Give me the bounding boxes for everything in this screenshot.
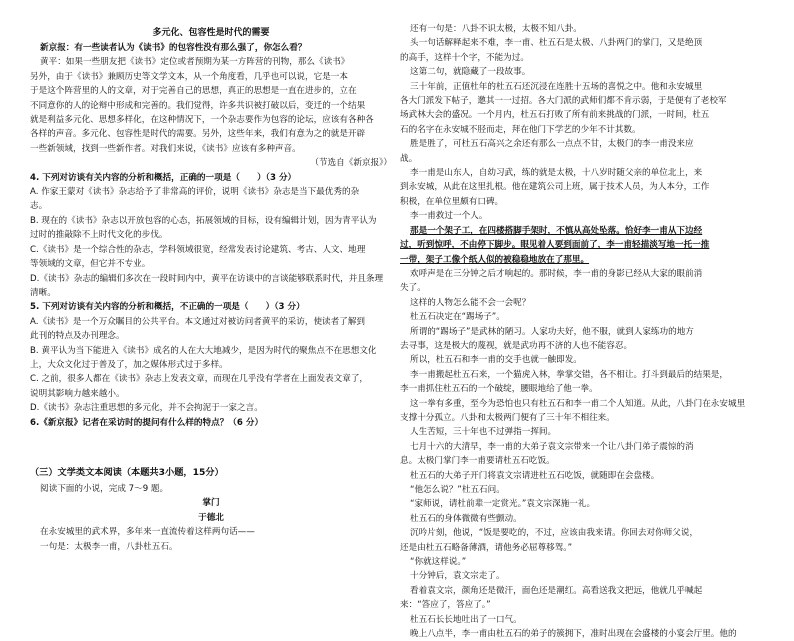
text-line: 积极，在单位里颇有口碑。 (400, 196, 504, 207)
text-line: 这第二句，就隐藏了一段故事。 (410, 67, 531, 78)
text-line: 所谓的“踢场子”是武林的陋习。人家功夫好，他不服，就到人家练功的地方 (410, 326, 694, 337)
option-c-cont: 等领域的文章，但它并不专业。 (30, 259, 151, 270)
text-line: 欢呼声是在三分钟之后才响起的。那时候，李一甫的身影已经从大家的眼前消 (410, 268, 703, 279)
question-4-stem: 4. 下列对访谈有关内容的分析和概括，正确的一项是（ ）（3 分） (30, 172, 297, 183)
text-line: 李一甫搬起杜五石来，一个猫虎入林，拳掌交错，各不相让。打斗到最后的结果是， (410, 369, 728, 380)
text-line: 七月十六的大清早，李一甫的大弟子袁文宗带来一个让八卦门弟子震惊的消 (410, 441, 694, 452)
option-d: D.《读书》杂志的编辑们多次在一段时间内中，黄平在访谈中的言谈能够联系时代，并且条理 (30, 273, 384, 284)
text-line: 场武林大会的盛况。一个月内，杜五石打败了所有前来挑战的门派，一时间，杜五 (400, 110, 710, 121)
option-b-cont: 上，大众文化过于普及了，加之媒体形式过于多样。 (30, 359, 228, 370)
text-line: 战。 (400, 153, 418, 164)
text-line: 还有一句是：八卦不识太极，太极不知八卦。 (410, 24, 582, 34)
right-column (400, 0, 764, 640)
text-line: 这一拳有多重，至今为恐怕也只有杜五石和李一甫二个人知道。从此，八卦门在永安城里 (410, 398, 746, 409)
text-line: “家师说，请杜前辈一定赏光。”袁文宗深施一礼。 (410, 499, 596, 510)
option-d: D.《读书》杂志注重思想的多元化，并不会拘泥于一家之言。 (30, 403, 263, 414)
text-line: 另外，由于《读书》兼顾历史等文学文本，从一个角度看，几乎也可以说，它是一本 (30, 71, 348, 82)
interview-paragraph (30, 41, 392, 156)
text-line: 三十年前，正值杜年的杜五石还沉浸在连胜十五场的喜悦之中。他和永安城里 (410, 81, 703, 92)
story-title: 掌门 (202, 498, 220, 509)
text-line: 不同意你的人的论辩中形成和完善的。我们觉得，许多共识被打破以后，变迁的一个结果 (30, 100, 366, 111)
option-b: B. 黄平认为当下能进入《读书》成名的人在大大地减少，是因为时代的聚焦点不在思想文化 (30, 345, 377, 356)
option-c: C. 之前，很多人都在《读书》杂志上发表文章，而现在几乎没有学者在上面发表文章了， (30, 374, 369, 385)
option-d-cont: 清晰。 (30, 287, 56, 298)
text-line: 在永安城里的武术界，多年来一直流传着这样两句话—— (40, 527, 255, 538)
question-line: 新京报：有一些读者认为《读书》的包容性没有那么强了，你怎么看？ (40, 43, 307, 53)
option-b: B. 现在的《读书》杂志以开放包容的心态，拓展领域的目标，设有编辑计划，因为青平认为 (30, 215, 377, 226)
text-line: 杜五石长长地吐出了一口气。 (410, 614, 522, 625)
option-c: C.《读书》是一个综合性的杂志，学科领域很宽，经常发表讨论建筑、考古、人文、地理 (30, 244, 366, 255)
text-line: 十分钟后，袁文宗走了。 (410, 571, 505, 582)
option-a-cont: 此刊的特点及办刊理念。 (30, 331, 125, 342)
text-line: 来：“答应了，答应了。” (400, 600, 491, 611)
source-note: （节选自《新京报》） (310, 158, 392, 169)
text-line: 一句是：太极李一甫，八卦杜五石。 (40, 541, 178, 552)
option-a: A. 作家王蒙对《读书》杂志给予了非常高的评价，说明《读书》杂志是当下最优秀的杂 (30, 187, 360, 198)
text-line: 各样的声音。多元化、包容性是时代的需要。另外，这些年来，我们有意为之的就是开辟 (30, 129, 366, 140)
article-title: 多元化、包容性是时代的需要 (152, 28, 270, 38)
left-column (30, 0, 392, 560)
option-a-cont: 志。 (30, 201, 48, 212)
option-c-cont: 说明其影响力越来越小。 (30, 388, 125, 399)
section-heading: （三）文学类文本阅读（本题共3小题，15分） (30, 466, 224, 478)
text-line: 李一甫是山东人，自幼习武，练的就是太极，十八岁时随父亲的单位北上，来 (410, 168, 703, 179)
text-line: 石的名字在永安城不胫而走，拜在他门下学艺的少年不计其数。 (400, 124, 641, 135)
question-6-stem: 6.《新京报》记者在采访时的提问有什么样的特点？（6 分） (30, 417, 264, 428)
text-line: 杜五石决定在“踢场子”。 (410, 312, 505, 323)
text-line: 晚上八点半，李一甫由杜五石的弟子的簇拥下，准时出现在会盛楼的小宴会厅里。他的 (410, 629, 737, 640)
text-line: 去寻事，这是极大的蔑视，就是武功再不济的人也不能容忍。 (400, 340, 633, 351)
text-line: 一些新领域，找到一些新作者。对我们来说，《读书》应该有多种声音。 (30, 143, 301, 154)
instruction-line: 阅读下面的小说，完成 7～9 题。 (40, 483, 169, 494)
text-line: 看着袁文宗，颜角还是微汗，面色还是潮红。高看送我文把远，他就几乎喊起 (410, 585, 703, 596)
text-line: 杜五石的大弟子开门将袁文宗请进杜五石吃饭，就随即在会盘楼。 (410, 470, 660, 481)
text-line: 李一甫抓住杜五石的一个破绽，腰眼地给了他一拳。 (400, 384, 598, 395)
question-5-stem: 5. 下列对访谈有关内容的分析和概括，不正确的一项是（ ）（3 分） (30, 302, 305, 313)
text-line: 到永安城，从此在这里扎根。他在建筑公司上班，属于技术人员，为人本分，工作 (400, 182, 710, 193)
text-line: 黄平：如果一些朋友把《读书》定位或者预期为某一方阵营的刊物，那么《读书》 (40, 57, 350, 68)
text-line: 所以，杜五石和李一甫的交手也就一触即发。 (410, 355, 582, 366)
option-a: A.《读书》是一个万众瞩目的公共平台。本文通过对被访问者黄平的采访，使读者了解到 (30, 316, 366, 327)
text-line: 各大门派发下帖子，邀其一一过招。各大门派的武师们都不肯示弱，于是便有了老校军 (400, 96, 727, 107)
text-line: 息。太极门掌门李一甫要请杜五石吃饭。 (400, 456, 555, 467)
text-line: 沉吟片刻，他说，“饭是要吃的，不过，应该由我来请。你回去对你师父说， (410, 528, 699, 539)
text-line: 杜五石的身体微微有些颤动。 (410, 513, 522, 524)
text-line: 人生苦短，三十年也不过弹指一挥间。 (410, 427, 557, 438)
text-line: 这样的人物怎么能不会一会呢？ (410, 297, 531, 308)
text-line: 的高手，这样十个字，不能为过。 (400, 52, 529, 63)
text-line: 头一句话解释起来不难，李一甫、杜五石是太极、八卦两门的掌门，又是绝顶 (410, 38, 703, 49)
text-line: 失了。 (400, 283, 426, 294)
underlined-line: 一带，架子工像个纸人似的被稳稳地放在了那里。 (400, 254, 590, 265)
underlined-line: 那是一个架子工，在四楼搭脚手架时，不慎从高处坠落。恰好李一甫从下边经 (410, 225, 703, 236)
text-line: “他怎么说？”杜五石问。 (410, 485, 505, 495)
option-b-cont: 过时的推敲除不上时代文化的步伐。 (30, 230, 168, 241)
text-line: 于是这个阵营里的人的文章，对于完善自己的思想，真正的思想是一直在进步的，立在 (30, 86, 357, 97)
text-line: 李一甫救过一个人。 (410, 211, 488, 222)
text-line: 支撑十分孤立。八卦和太极两门便有了三十年不相往来。 (400, 412, 615, 423)
text-line: 就是利益多元化、思想多样化，在这种情况下，一个杂志要作为包容的论坛，应该有各种各 (30, 115, 374, 126)
text-line: 胜是胜了，可杜五石高兴之余还有那么一点点不甘，太极门的李一甫没来应 (410, 139, 694, 150)
text-line: “你就这样说。” (410, 557, 467, 568)
underlined-line: 过，听到惊呼，不由停下脚步。眼见着人要到面前了，李一甫轻描淡写地一托一推 (400, 240, 710, 251)
story-author: 于德北 (198, 512, 224, 523)
text-line: 还是由杜五石略备薄酒，请他务必屈尊移驾。” (400, 542, 573, 553)
